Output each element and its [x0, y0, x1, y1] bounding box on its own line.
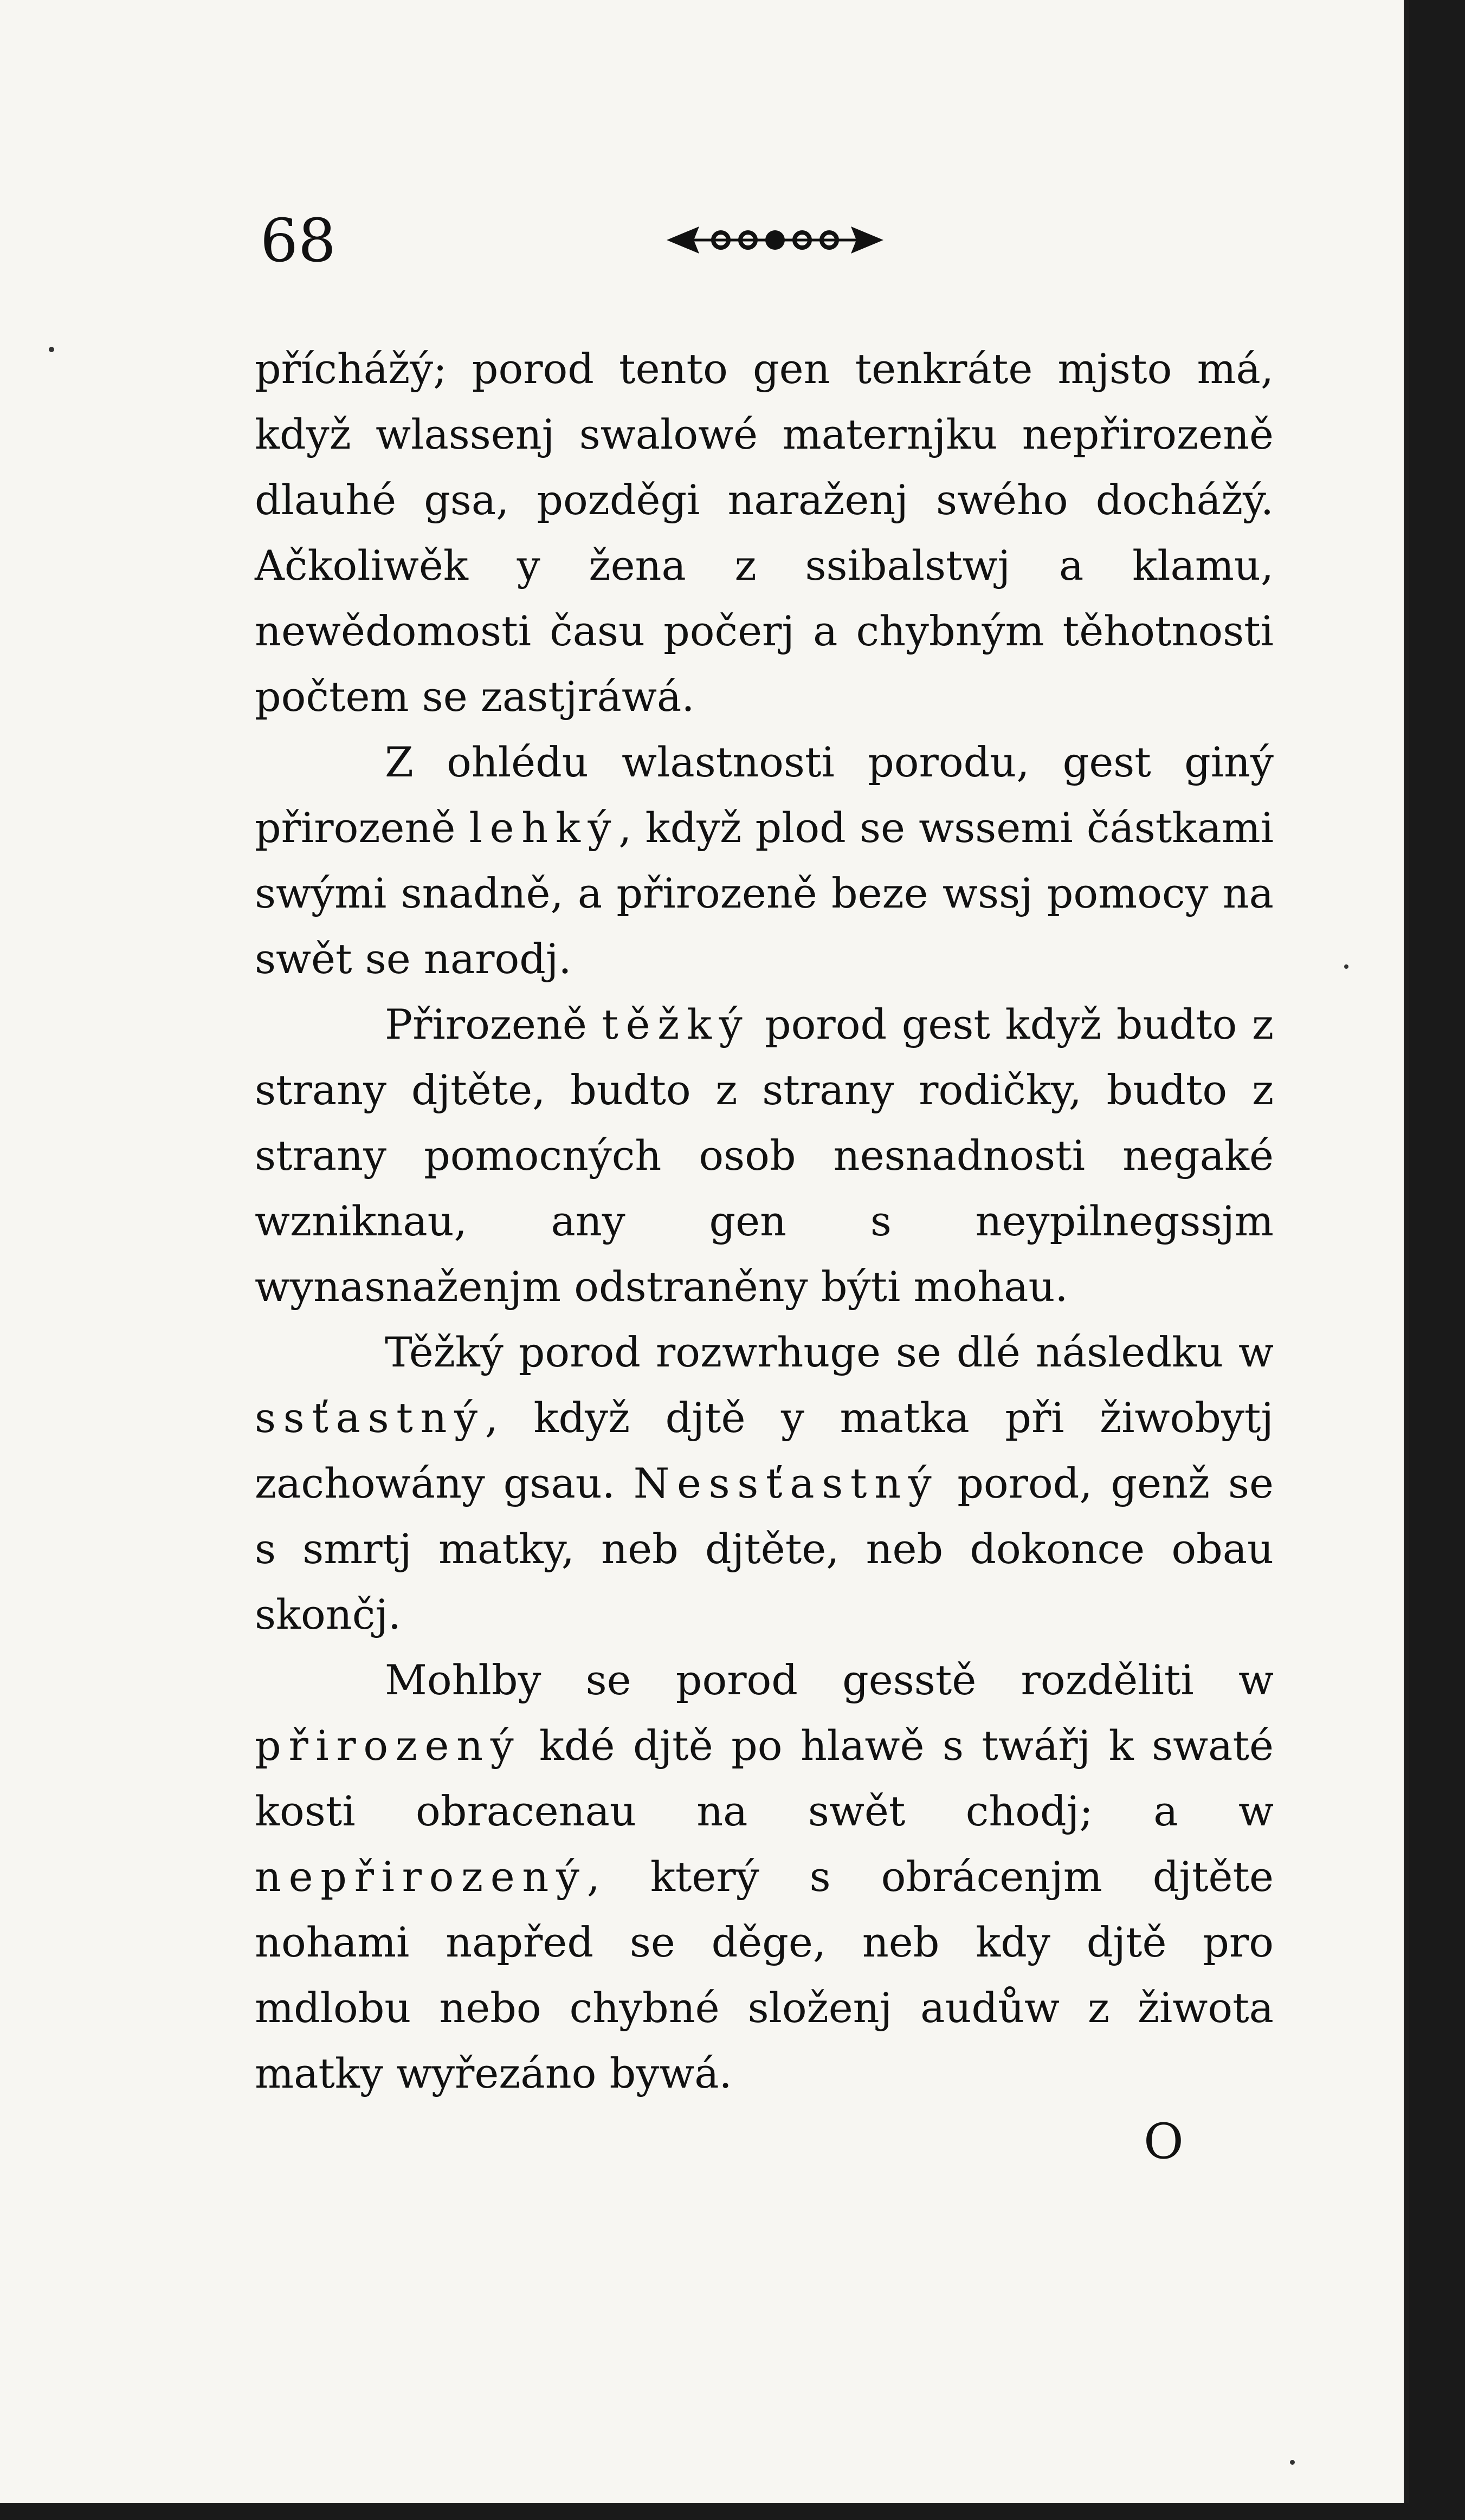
- page-header: [260, 206, 1290, 282]
- emphasized-term: lehký: [469, 804, 619, 852]
- catchword: O: [1144, 2113, 1184, 2170]
- paper-speck: [1290, 2460, 1295, 2465]
- emphasized-term: těžký: [602, 1000, 750, 1048]
- decorative-ornament-icon: [661, 216, 889, 264]
- paragraph-5: Mohlby se porod gesstě rozděliti w přirozený kdé djtě po hlawě s twářj k swaté kosti obracenau na swět chodj; a w nepřirozený, který s obrácenjm djtěte nohami napřed se děge, neb kdy djtě pro mdlobu nebo chybné složenj audůw z žiwota matky wyřezáno bywá.: [255, 1656, 1274, 2097]
- paper-speck: [49, 347, 54, 352]
- emphasized-term: Nessťastný: [633, 1459, 939, 1507]
- paper-speck: [1344, 964, 1348, 969]
- page-number: 68: [260, 206, 336, 275]
- paragraph-1: příchážý; porod tento gen tenkráte mjsto má, když wlassenj swalowé maternjku nepřirozeně dlauhé gsa, pozděgi naraženj swého dochážý. Ačkoliwěk y žena z ssibalstwj a klamu, newědomosti času počerj a chybným těhotnosti počtem se zastjráwá.: [255, 345, 1274, 721]
- body-text: [255, 336, 1274, 2106]
- emphasized-term: ssťastný: [255, 1394, 485, 1442]
- emphasized-term: přirozený: [255, 1721, 521, 1770]
- paragraph-3: Přirozeně těžký porod gest když budto z strany djtěte, budto z strany rodičky, budto z strany pomocných osob nesnadnosti negaké wzniknau, any gen s neypilnegssjm wynasnaženjm odstraněny býti mohau.: [255, 1000, 1274, 1311]
- emphasized-term: nepřirozený: [255, 1852, 587, 1901]
- paragraph-2: Z ohlédu wlastnosti porodu, gest giný přirozeně lehký, když plod se wssemi částkami swými snadně, a přirozeně beze wssj pomocy na swět se narodj.: [255, 738, 1274, 983]
- paragraph-4: Těžký porod rozwrhuge se dlé následku w ssťastný, když djtě y matka při žiwobytj zachowány gsau. Nessťastný porod, genž se s smrtj matky, neb djtěte, neb dokonce obau skončj.: [255, 1328, 1274, 1638]
